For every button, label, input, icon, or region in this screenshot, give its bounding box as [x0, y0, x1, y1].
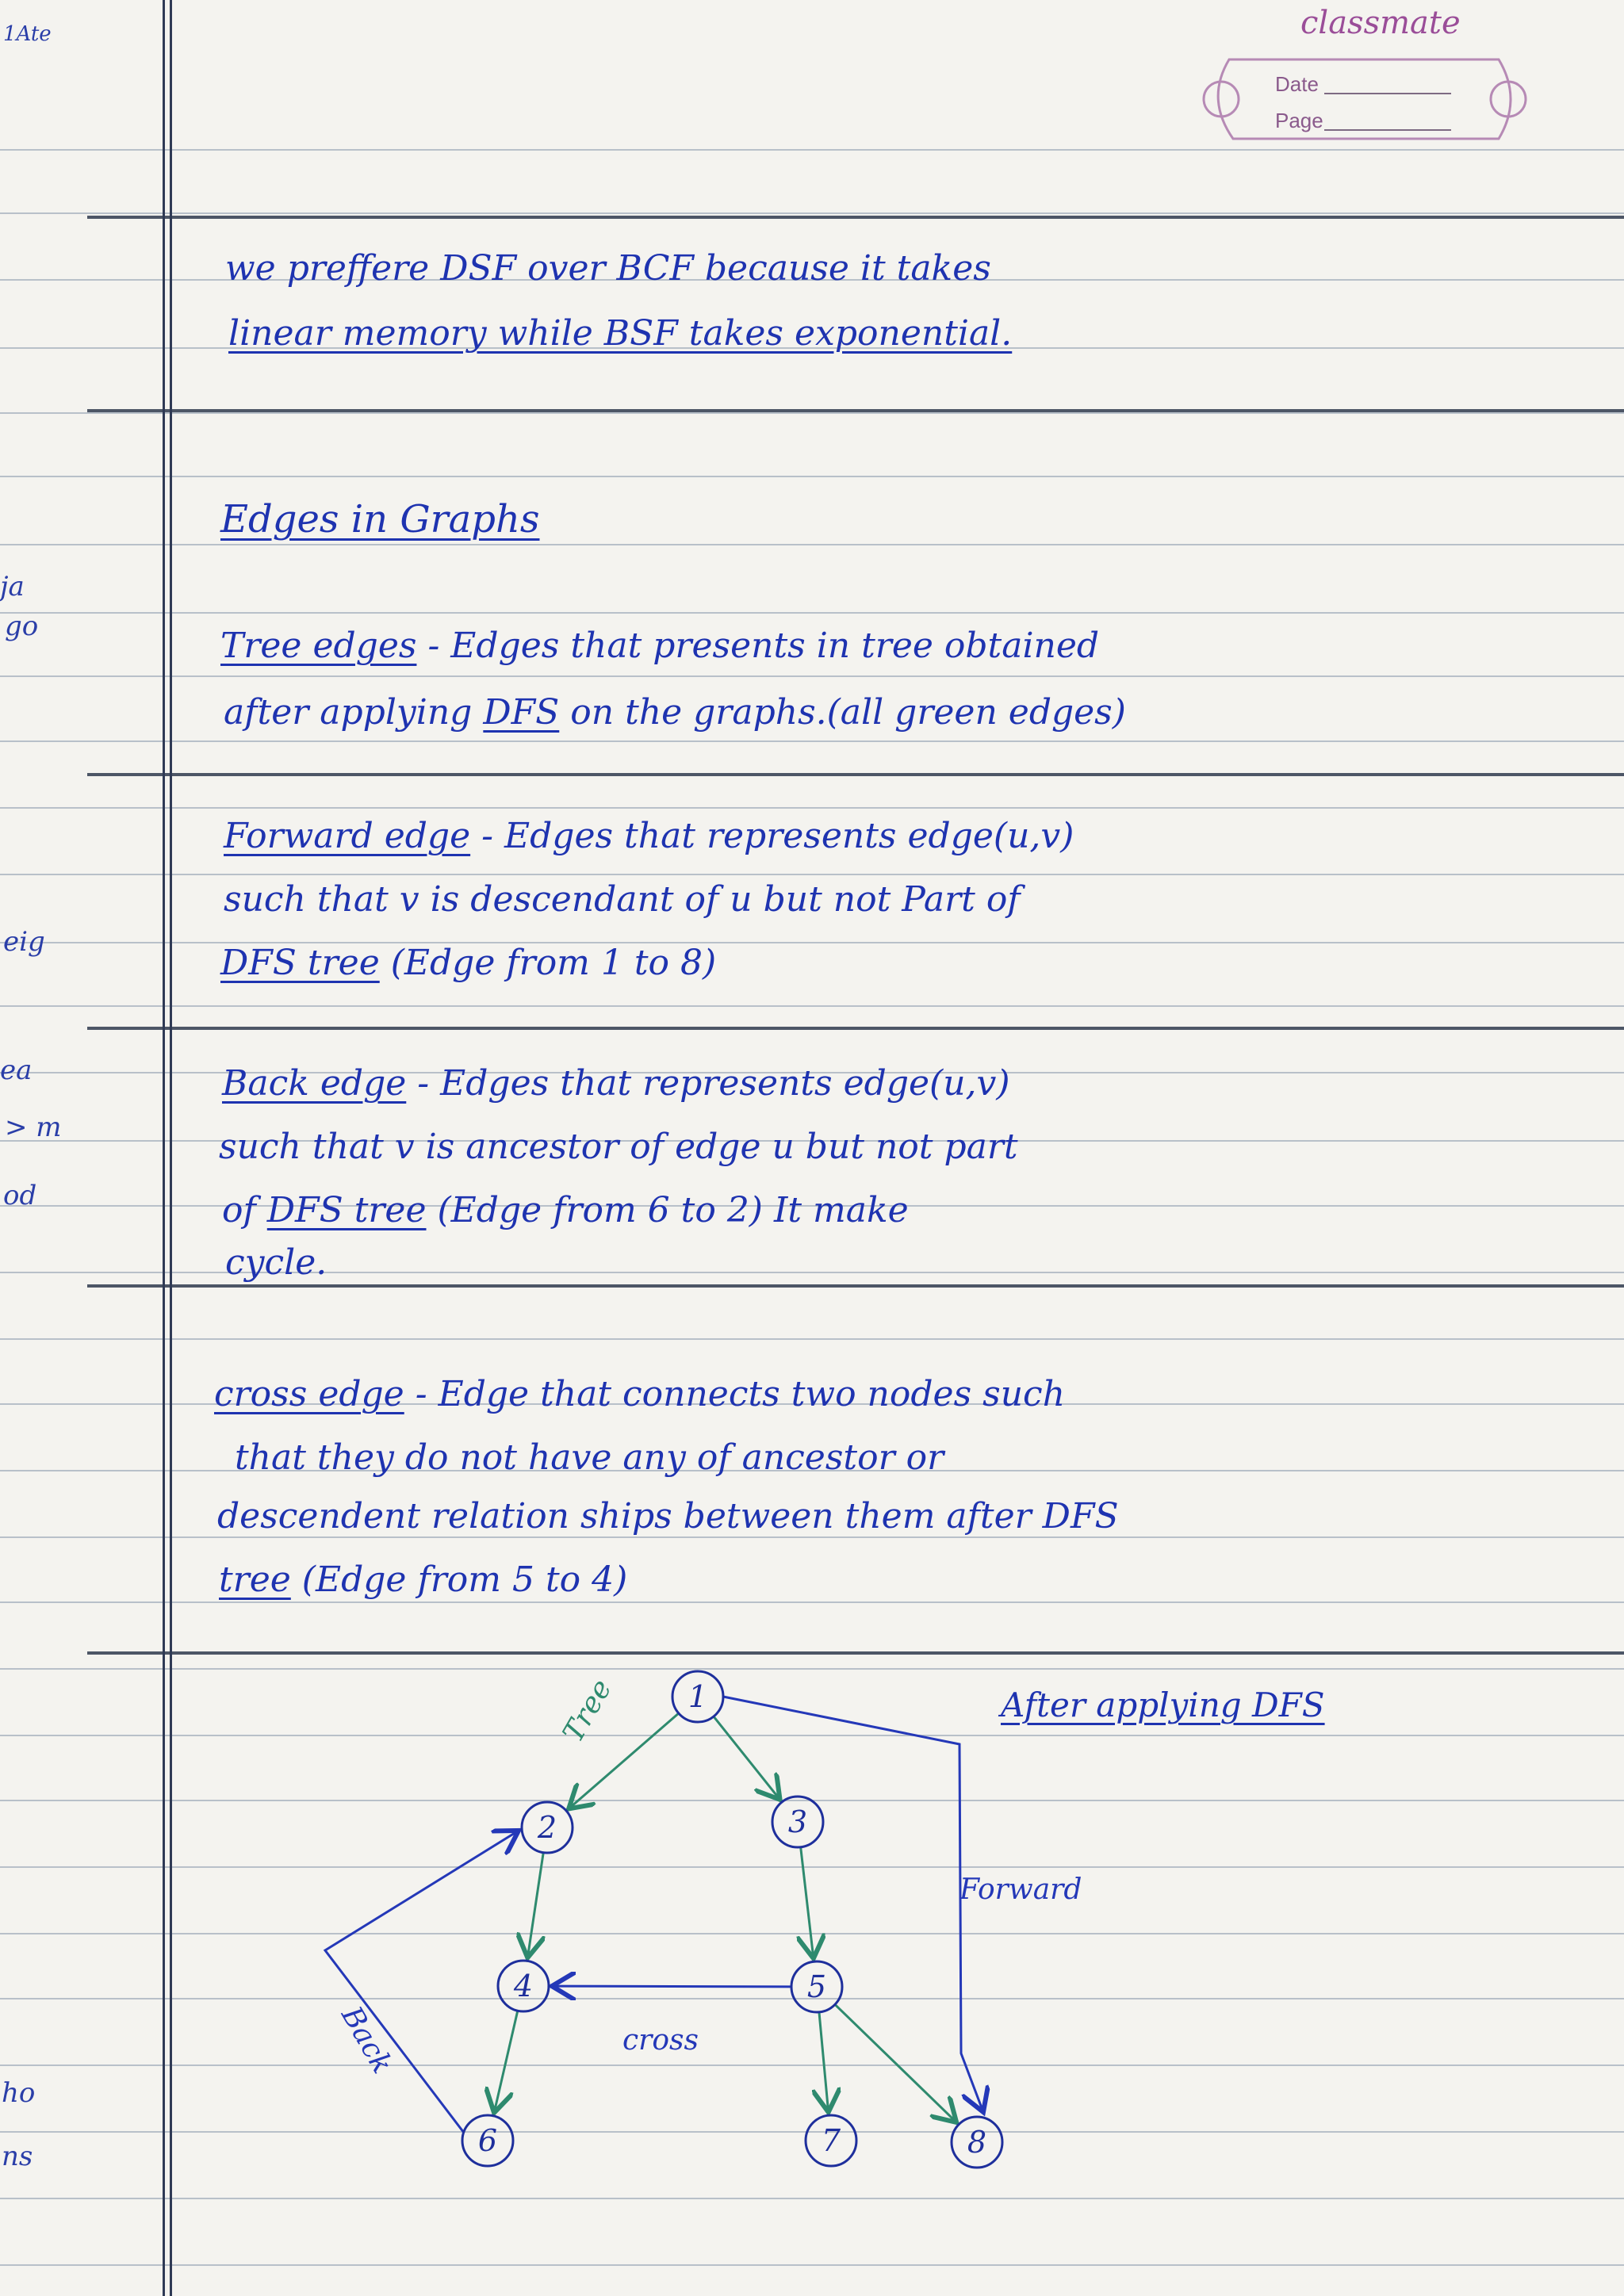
- cross-edge-line-2: that they do not have any of ancestor or: [235, 1437, 944, 1478]
- graph-node-6: [462, 2115, 513, 2166]
- tree-edge-label: Tree: [557, 1674, 619, 1748]
- graph-node-5: [791, 1961, 842, 2012]
- graph-node-2: [522, 1802, 573, 1853]
- edge-3-to-5: [801, 1847, 814, 1958]
- node-label: 2: [537, 1810, 557, 1845]
- brand-logo: classmate: [1300, 5, 1461, 41]
- edge-1-to-3: [714, 1716, 780, 1800]
- node-label: 3: [787, 1804, 808, 1839]
- forward-edge-line-2: such that v is descendant of u but not Part of: [224, 879, 1021, 920]
- tree-edges-term: Tree edges: [220, 626, 417, 666]
- back-edge-line-1: Back edge - Edges that represents edge(u,v): [222, 1063, 1010, 1104]
- margin-fragment: eig: [3, 926, 45, 958]
- graph-node-3: [772, 1797, 823, 1847]
- node-label: 1: [688, 1679, 708, 1714]
- node-label: 8: [967, 2125, 987, 2160]
- back-edge-line-3: of DFS tree (Edge from 6 to 2) It make: [222, 1190, 909, 1230]
- back-edge-label: Back: [335, 2001, 399, 2080]
- margin-fragment: ho: [2, 2077, 36, 2109]
- diagram-title: After applying DFS: [1001, 1686, 1325, 1724]
- node-label: 5: [806, 1969, 827, 2004]
- intro-line-1: we preffere DSF over BCF because it takes: [225, 248, 991, 289]
- graph-node-8: [952, 2117, 1002, 2168]
- node-label: 4: [513, 1969, 534, 2003]
- forward-edge-line-1: Forward edge - Edges that represents edge(u,v): [224, 816, 1074, 856]
- graph-nodes: [462, 1671, 1002, 2168]
- graph-edges: [325, 1697, 983, 2133]
- node-label: 6: [477, 2123, 498, 2158]
- margin-fragment: ea: [0, 1054, 33, 1086]
- margin-fragment: go: [5, 610, 39, 642]
- node-label: 7: [821, 2123, 841, 2158]
- edge-2-to-4: [527, 1853, 543, 1958]
- edge-5-to-8: [835, 2004, 956, 2122]
- forward-edge-line-3: DFS tree (Edge from 1 to 8): [220, 943, 717, 983]
- edge-5-to-4: [552, 1986, 791, 1987]
- graph-node-4: [498, 1961, 549, 2011]
- edge-6-to-2: [325, 1831, 519, 2133]
- forward-edge-term: Forward edge: [224, 816, 471, 856]
- page-heading: Edges in Graphs: [220, 497, 540, 541]
- margin-fragment: od: [3, 1180, 37, 1211]
- cross-edge-label: cross: [622, 2024, 699, 2057]
- back-edge-line-4: cycle.: [225, 1242, 327, 1283]
- date-label: Date: [1275, 72, 1319, 96]
- edge-5-to-7: [819, 2012, 829, 2112]
- margin-fragment: 1Ate: [3, 22, 52, 46]
- graph-node-7: [806, 2115, 856, 2166]
- cross-edge-line-3: descendent relation ships between them after DFS: [217, 1496, 1119, 1536]
- tree-edges-definition: - Edges that presents in tree obtained: [427, 626, 1100, 666]
- cross-edge-line-1: cross edge - Edge that connects two nodes such: [214, 1374, 1066, 1414]
- margin-fragment: ja: [0, 571, 25, 603]
- tree-edges-line-2: after applying DFS on the graphs.(all green edges): [224, 692, 1126, 733]
- margin-fragment: > m: [5, 1112, 62, 1143]
- cross-edge-term: cross edge: [214, 1374, 404, 1414]
- edge-1-to-8: [723, 1697, 983, 2112]
- back-edge-term: Back edge: [222, 1063, 407, 1104]
- graph-node-1: [672, 1671, 723, 1722]
- margin-fragment: ns: [2, 2141, 33, 2172]
- back-edge-line-2: such that v is ancestor of edge u but not part: [219, 1127, 1018, 1167]
- edge-4-to-6: [494, 2011, 518, 2113]
- page-label: Page: [1275, 109, 1323, 132]
- intro-line-2: linear memory while BSF takes exponential.: [228, 313, 1013, 354]
- cross-edge-line-4: tree (Edge from 5 to 4): [219, 1559, 628, 1600]
- forward-edge-label: Forward: [959, 1873, 1082, 1906]
